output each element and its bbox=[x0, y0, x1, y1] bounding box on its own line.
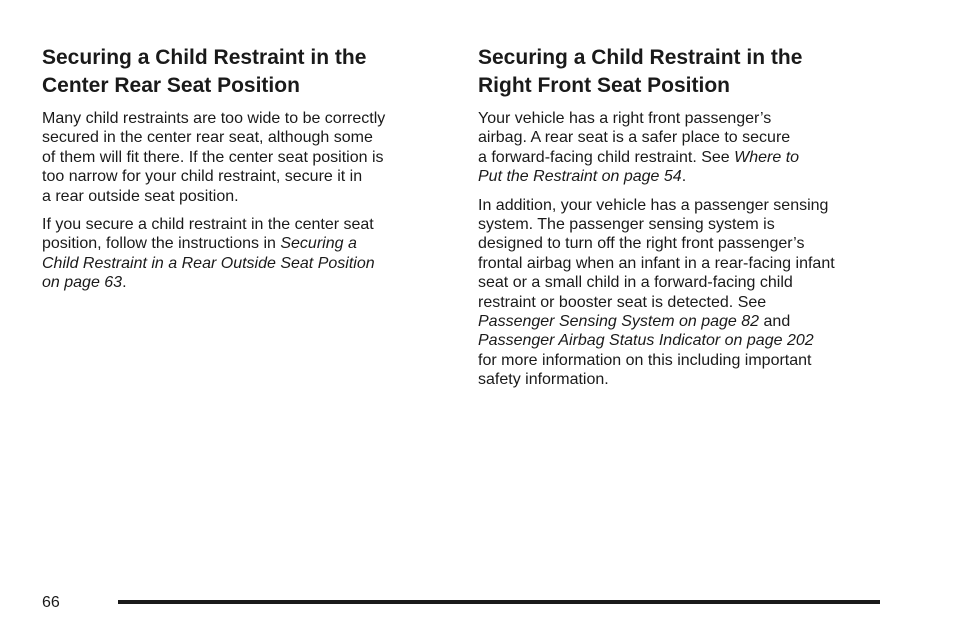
paragraph bbox=[478, 196, 888, 390]
cross-reference-link[interactable]: Child Restraint in a Rear Outside Seat Position bbox=[42, 254, 375, 272]
heading-line: Securing a Child Restraint in the bbox=[42, 46, 367, 69]
text-fragment: and bbox=[759, 313, 791, 331]
heading-line: Right Front Seat Position bbox=[478, 74, 730, 97]
text-line: frontal airbag when an infant in a rear-facing infant bbox=[478, 254, 835, 272]
footer-rule bbox=[118, 600, 880, 604]
heading-line: Securing a Child Restraint in the bbox=[478, 46, 803, 69]
text-line: for more information on this including important bbox=[478, 351, 812, 369]
text-line: seat or a small child in a forward-facing child bbox=[478, 274, 793, 292]
text-line: Many child restraints are too wide to be correctly bbox=[42, 110, 386, 127]
text-line bbox=[42, 254, 442, 273]
cross-reference-link[interactable]: on page 63 bbox=[42, 274, 123, 292]
right-column bbox=[478, 44, 888, 399]
paragraph bbox=[42, 109, 442, 206]
text-line: too narrow for your child restraint, secure it in bbox=[42, 168, 363, 186]
cross-reference-link[interactable]: Securing a bbox=[280, 235, 357, 253]
text-line bbox=[478, 167, 888, 186]
text-fragment: position, follow the instructions in bbox=[42, 235, 281, 253]
text-line bbox=[42, 273, 442, 292]
text-fragment: . bbox=[122, 274, 127, 292]
text-line: system. The passenger sensing system is bbox=[478, 216, 775, 234]
cross-reference-link[interactable]: Put the Restraint on page 54 bbox=[478, 168, 682, 186]
text-line: secured in the center rear seat, although some bbox=[42, 129, 373, 147]
text-line: restraint or booster seat is detected. See bbox=[478, 293, 767, 311]
cross-reference-link[interactable]: Where to bbox=[734, 148, 800, 166]
text-line: of them will fit there. If the center seat position is bbox=[42, 148, 384, 166]
cross-reference-link[interactable]: Passenger Sensing System on page 82 bbox=[478, 313, 760, 331]
paragraph bbox=[42, 215, 442, 293]
text-line: In addition, your vehicle has a passenger sensing bbox=[478, 196, 829, 214]
text-line bbox=[478, 148, 888, 167]
text-line bbox=[478, 331, 888, 350]
page-number: 66 bbox=[42, 594, 60, 611]
left-column bbox=[42, 44, 442, 302]
text-line: a rear outside seat position. bbox=[42, 187, 239, 205]
text-line: safety information. bbox=[478, 371, 609, 389]
text-line: airbag. A rear seat is a safer place to secure bbox=[478, 129, 791, 147]
text-line: Your vehicle has a right front passenger’s bbox=[478, 110, 772, 127]
section-heading-right-front bbox=[478, 44, 888, 100]
paragraph bbox=[478, 109, 888, 187]
text-line: designed to turn off the right front passenger’s bbox=[478, 235, 805, 253]
text-fragment: . bbox=[681, 168, 687, 186]
heading-line: Center Rear Seat Position bbox=[42, 74, 300, 97]
text-line bbox=[478, 312, 888, 331]
text-line: If you secure a child restraint in the center seat bbox=[42, 216, 374, 234]
section-heading-center-rear bbox=[42, 44, 442, 100]
text-line bbox=[42, 234, 442, 253]
text-fragment: a forward-facing child restraint. See bbox=[478, 148, 735, 166]
cross-reference-link[interactable]: Passenger Airbag Status Indicator on page 202 bbox=[478, 332, 814, 350]
